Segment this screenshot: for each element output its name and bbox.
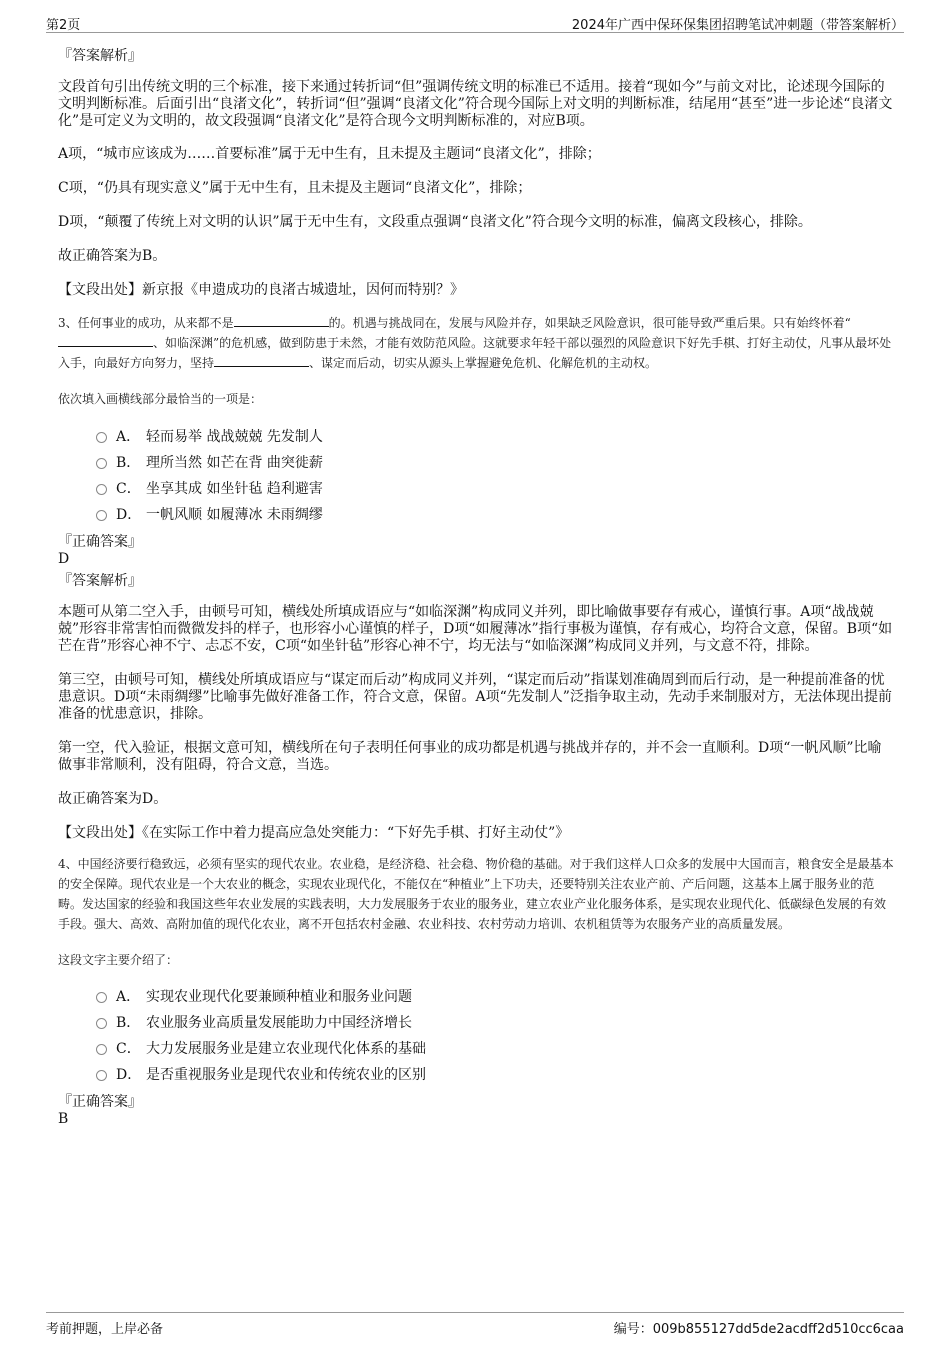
question-3-options [58,424,894,528]
question-4-text: 4、中国经济要行稳致远，必须有坚实的现代农业。农业稳，是经济稳、社会稳、物价稳的基础。对于我们这样人口众多的发展中大国而言，粮食安全是最基本的安全保障。现代农业是一个大农业的概念，实现农业现代化，不能仅在“种植业”上下功夫，还要特别关注农业产前、产后问题，这基本上属于服务业的范畴。发达国家的经验和我国这些年农业发展的实践表明，大力发展服务于农业的服务业，建立农业产业化服务体系，是实现农业现代化、低碳绿色发展的有效手段。强大、高效、高附加值的现代化农业，离不开包括农村金融、农业科技、农村劳动力培训、农机租赁等为农服务产业的高质量发展。 [58,857,894,931]
source-citation: 【文段出处】新京报《申遗成功的良渚古城遗址，因何而特别？》 [58,282,464,298]
correct-answer: D [58,551,70,567]
radio-button[interactable] [96,458,107,469]
blank-line [214,354,309,367]
analysis-paragraph: 故正确答案为D。 [58,791,168,807]
analysis-paragraph: 故正确答案为B。 [58,248,167,264]
option-c[interactable]: C． 大力发展服务业是建立农业现代化体系的基础 [96,1036,894,1062]
radio-button[interactable] [96,484,107,495]
source-citation: 【文段出处】《在实际工作中着力提高应急处突能力：“下好先手棋、打好主动仗”》 [58,825,570,841]
analysis-paragraph: D项，“颠覆了传统上对文明的认识”属于无中生有，文段重点强调“良渚文化”符合现今文明的标准，偏离文段核心，排除。 [58,214,812,230]
option-b[interactable]: B． 理所当然 如芒在背 曲突徙薪 [96,450,894,476]
question-4-options [58,984,894,1088]
radio-button[interactable] [96,1070,107,1081]
correct-answer-label: 『正确答案』 [58,1094,142,1110]
analysis-paragraph: 本题可从第二空入手，由顿号可知，横线处所填成语应与“如临深渊”构成同义并列，即比喻做事要存有戒心，谨慎行事。A项“战战兢兢”形容非常害怕而微微发抖的样子，也形容小心谨慎的样子，D项“如履薄冰”指行事极为谨慎，存有戒心，均符合文意，保留。B项“如芒在背”形容心神不宁、忐忑不安，C项“如坐针毡”形容心神不宁，均无法与“如临深渊”构成同义并列，与文意不符，排除。 [58,604,893,654]
footer-slogan: 考前押题，上岸必备 [46,1322,164,1337]
analysis-paragraph: C项，“仍具有现实意义”属于无中生有，且未提及主题词“良渚文化”，排除； [58,180,532,196]
page-content [58,42,894,1128]
question-3-prompt: 依次填入画横线部分最恰当的一项是： [58,392,263,406]
document-id: 编号：009b855127dd5de2acdff2d510cc6caa [613,1322,904,1337]
option-d[interactable]: D． 是否重视服务业是现代农业和传统农业的区别 [96,1062,894,1088]
analysis-label: 『答案解析』 [58,48,142,64]
option-a[interactable]: A． 实现农业现代化要兼顾种植业和服务业问题 [96,984,894,1010]
question-3-text: 3、任何事业的成功，从来都不是 的。机遇与挑战同在，发展与风险并存，如果缺乏风险意识，很可能导致严重后果。只有始终怀着“、如临深渊”的危机感，做到防患于未然，才能有效防范风险。这就要求年轻干部以强烈的风险意识下好先手棋、打好主动仗，凡事从最坏处入手，向最好方向努力，坚持 、谋定而后动，切实从源头上掌握避免危机、化解危机的主动权。 [58,316,892,370]
analysis-paragraph: 第一空，代入验证，根据文意可知，横线所在句子表明任何事业的成功都是机遇与挑战并存的，并不会一直顺利。D项“一帆风顺”比喻做事非常顺利，没有阻碍，符合文意，当选。 [58,740,882,773]
page-number: 第2页 [46,18,81,33]
blank-line [234,314,329,327]
radio-button[interactable] [96,1018,107,1029]
option-d[interactable]: D． 一帆风顺 如履薄冰 未雨绸缪 [96,502,894,528]
option-c[interactable]: C． 坐享其成 如坐针毡 趋利避害 [96,476,894,502]
option-b[interactable]: B． 农业服务业高质量发展能助力中国经济增长 [96,1010,894,1036]
blank-line [58,334,153,347]
analysis-paragraph: 文段首句引出传统文明的三个标准，接下来通过转折词“但”强调传统文明的标准已不适用。接着“现如今”与前文对比，论述现今国际的文明判断标准。后面引出“良渚文化”，转折词“但”强调“良渚文化”符合现今国际上对文明的判断标准，结尾用“甚至”进一步论述“良渚文化”是可定义为文明的，故文段强调“良渚文化”是符合现今文明判断标准的，对应B项。 [58,79,893,129]
correct-answer-label: 『正确答案』 [58,534,142,550]
radio-button[interactable] [96,1044,107,1055]
analysis-label: 『答案解析』 [58,573,142,589]
radio-button[interactable] [96,992,107,1003]
question-4-prompt: 这段文字主要介绍了： [58,953,179,967]
page-header [46,10,904,33]
analysis-paragraph: A项，“城市应该成为……首要标准”属于无中生有，且未提及主题词“良渚文化”，排除； [58,146,601,162]
page-footer [46,1312,904,1339]
analysis-paragraph: 第三空，由顿号可知，横线处所填成语应与“谋定而后动”构成同义并列，“谋定而后动”指谋划准确周到而后行动，是一种提前准备的忧患意识。D项“未雨绸缪”比喻事先做好准备工作，符合文意，保留。A项“先发制人”泛指争取主动，先动手来制服对方，无法体现出提前准备的忧患意识，排除。 [58,672,892,722]
option-a[interactable]: A． 轻而易举 战战兢兢 先发制人 [96,424,894,450]
radio-button[interactable] [96,432,107,443]
radio-button[interactable] [96,510,107,521]
document-title: 2024年广西中保环保集团招聘笔试冲刺题（带答案解析） [571,18,904,33]
correct-answer: B [58,1111,69,1127]
